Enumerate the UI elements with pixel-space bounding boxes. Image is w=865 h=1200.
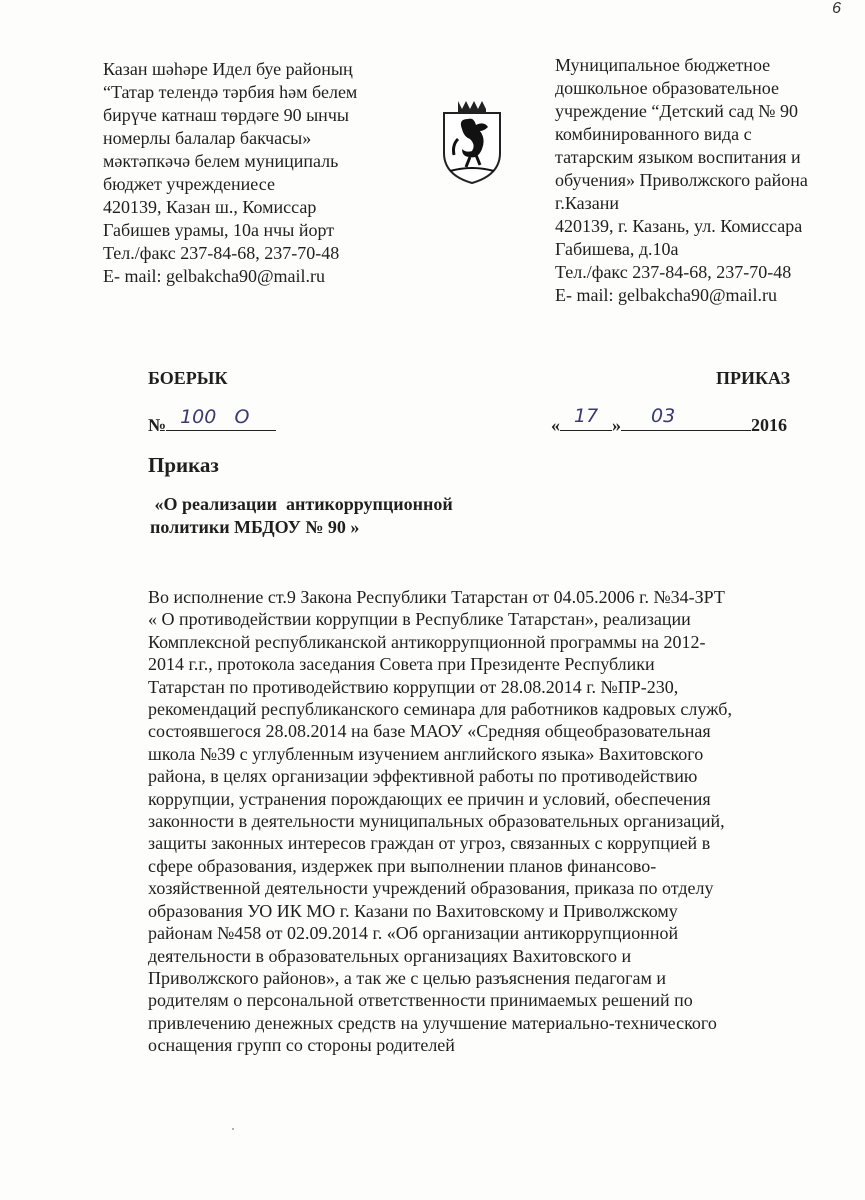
header-left-line: E- mail: gelbakcha90@mail.ru (103, 266, 326, 286)
body-line: состоявшегося 28.08.2014 на базе МАОУ «Средняя общеобразовательная (148, 721, 711, 742)
header-right-line: Тел./факс 237-84-68, 237-70-48 (555, 262, 792, 282)
header-right-line: Муниципальное бюджетное (555, 55, 771, 75)
body-line: защиты законных интересов граждан от угроз, связанных с коррупцией в (148, 833, 711, 854)
order-number-row (148, 406, 276, 436)
body-line: привлечению денежных средств на улучшение материально-технического (148, 1012, 717, 1033)
header-right-line: г.Казани (555, 193, 619, 213)
body-line: 2014 г.г., протокола заседания Совета при Президенте Республики (148, 654, 655, 675)
body-line: « О противодействии коррупции в Республике Татарстан», реализации (148, 609, 691, 630)
body-line: рекомендаций республиканского семинара для работников кадровых служб, (148, 699, 732, 720)
header-left-line: Казан шәһәре Идел буе районың (103, 59, 353, 79)
header-left-line: 420139, Казан ш., Комиссар (103, 197, 317, 217)
body-line: образования УО ИК МО г. Казани по Вахитовскому и Приволжскому (148, 900, 678, 921)
body-line: сфере образования, издержек при выполнении планов финансово- (148, 855, 657, 876)
scan-speck (232, 1128, 234, 1130)
body-line: Во исполнение ст.9 Закона Республики Татарстан от 04.05.2006 г. №34-ЗРТ (148, 587, 725, 607)
order-subject (150, 493, 453, 539)
body-line: оснащения групп со стороны родителей (148, 1035, 455, 1056)
kazan-coat-of-arms-icon (440, 95, 504, 185)
body-line: коррупции, устранения порождающих ее причин и условий, обеспечения (148, 788, 711, 809)
body-line: родителям о персональной ответственности принимаемых решений по (148, 990, 693, 1011)
day-handwritten: 17 (574, 405, 599, 427)
quote-close: » (612, 415, 621, 435)
body-line: деятельности в образовательных организациях Вахитовского и (148, 945, 632, 966)
header-left-line: Габишев урамы, 10а нчы йорт (103, 220, 335, 240)
header-right-line: дошкольное образовательное (555, 78, 779, 98)
year: 2016 (751, 415, 787, 435)
order-date-row (551, 405, 787, 436)
prikaz-label: ПРИКАЗ (716, 368, 791, 388)
header-right-line: E- mail: gelbakcha90@mail.ru (555, 285, 778, 305)
subject-line: «О реализации антикоррупционной (150, 494, 453, 514)
subject-line: политики МБДОУ № 90 » (150, 517, 360, 537)
body-line: хозяйственной деятельности учреждений образования, приказа по отделу (148, 878, 714, 899)
boerek-label: БОЕРЫК (148, 368, 228, 388)
body-line: законности в деятельности муниципальных образовательных организаций, (148, 811, 725, 832)
quote-open: « (551, 415, 560, 435)
document-title: Приказ (148, 453, 219, 477)
order-number-handwritten: 100 О (180, 406, 250, 428)
body-line: Татарстан по противодействию коррупции от 28.08.2014 г. №ПР-230, (148, 676, 679, 697)
day-field (560, 405, 612, 431)
order-number-field (166, 406, 276, 431)
number-sign: № (148, 415, 167, 435)
header-left-line: Тел./факс 237-84-68, 237-70-48 (103, 243, 340, 263)
header-left-tatar (103, 58, 433, 288)
header-left-line: номерлы балалар бакчасы» (103, 128, 312, 148)
body-paragraph (148, 586, 818, 1057)
body-line: Приволжского районов», а так же с целью разъяснения педагогам и (148, 967, 667, 988)
header-right-line: 420139, г. Казань, ул. Комиссара (555, 216, 803, 236)
month-field (621, 405, 751, 431)
header-right-line: обучения» Приволжского района (555, 170, 808, 190)
header-left-line: бирүче катнаш төрдәге 90 ынчы (103, 105, 349, 125)
header-right-russian (555, 54, 855, 307)
page-number: 6 (832, 0, 841, 17)
header-right-line: Габишева, д.10а (555, 239, 679, 259)
body-line: районам №458 от 02.09.2014 г. «Об организации антикоррупционной (148, 923, 679, 944)
month-handwritten: 03 (651, 405, 676, 427)
header-right-line: учреждение “Детский сад № 90 (555, 101, 798, 121)
body-line: школа №39 с углубленным изучением английского языка» Вахитовского (148, 743, 704, 764)
body-line: Комплексной республиканской антикоррупционной программы на 2012- (148, 631, 706, 652)
header-right-line: татарским языком воспитания и (555, 147, 801, 167)
header-left-line: бюджет учреждениесе (103, 174, 275, 194)
body-line: района, в целях организации эффективной работы по противодействию (148, 766, 698, 787)
header-left-line: “Татар телендә тәрбия һәм белем (103, 82, 358, 102)
header-left-line: мәктәпкәчә белем муниципаль (103, 151, 339, 171)
header-right-line: комбинированного вида с (555, 124, 752, 144)
